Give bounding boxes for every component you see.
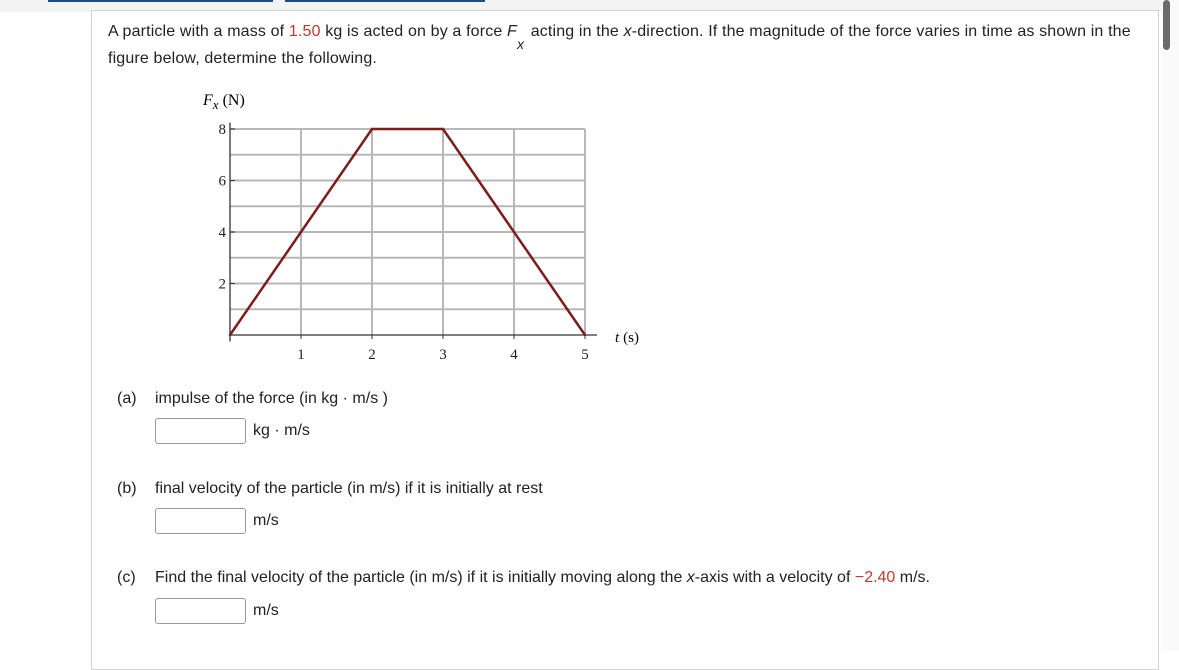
- x-tick-label: 2: [368, 347, 376, 363]
- y-tick-label: 6: [218, 173, 226, 190]
- part-c-answer-row: [155, 597, 279, 625]
- part-b-answer-row: [155, 507, 279, 535]
- part-label: (b): [117, 480, 137, 497]
- part-b-question: [117, 480, 543, 498]
- part-text: Find the final velocity of the particle (in m/s) if it is initially moving along the: [155, 569, 687, 586]
- part-text: m/s.: [895, 569, 930, 586]
- force-data-point: [584, 334, 586, 336]
- problem-statement: [108, 18, 1148, 72]
- part-text: -axis with a velocity of: [694, 569, 855, 586]
- force-data-point: [371, 128, 373, 130]
- x-axis-label: t (s): [615, 330, 639, 346]
- part-c-unit: m/s: [253, 602, 279, 619]
- part-text: impulse of the force (in kg · m/s ): [155, 390, 388, 407]
- part-label: (a): [117, 390, 137, 407]
- x-tick-label: 3: [439, 347, 447, 363]
- y-tick-label: 4: [218, 225, 226, 241]
- part-a-unit: kg · m/s: [253, 422, 310, 439]
- force-data-point: [229, 334, 231, 336]
- part-a-answer-input[interactable]: [155, 418, 246, 444]
- part-label: (c): [117, 569, 136, 586]
- part-c-answer-input[interactable]: [155, 598, 246, 624]
- part-b-answer-input[interactable]: [155, 508, 246, 534]
- force-time-chart: [185, 85, 655, 375]
- part-c-question: [117, 569, 930, 587]
- scrollbar-thumb[interactable]: [1163, 0, 1170, 50]
- force-subscript: x: [517, 36, 525, 52]
- problem-text: A particle with a mass of: [108, 23, 289, 40]
- x-tick-label: 4: [510, 347, 518, 363]
- y-tick-label: 8: [218, 122, 226, 138]
- y-axis-label: $F_x$ (N): [203, 92, 245, 112]
- part-text: final velocity of the particle (in m/s) if it is initially at rest: [155, 480, 543, 497]
- force-data-point: [442, 128, 444, 130]
- part-a-question: [117, 390, 388, 408]
- chart-grid: [230, 129, 585, 335]
- problem-text: -direction. If the magnitude of the force varies in time as shown in the figure below, determine the following.: [108, 23, 1131, 67]
- x-tick-label: 5: [581, 347, 589, 363]
- chart-ticks: [219, 122, 589, 363]
- x-symbol: x: [623, 23, 632, 40]
- part-b-unit: m/s: [253, 512, 279, 529]
- problem-text: kg is acted on by a force: [320, 23, 507, 40]
- force-symbol: F x: [507, 23, 517, 40]
- top-tab-indicator-2: [285, 0, 485, 2]
- scrollbar-track[interactable]: [1162, 0, 1179, 651]
- x-symbol: x: [686, 569, 695, 586]
- part-a-answer-row: [155, 417, 310, 445]
- y-tick-label: 2: [218, 276, 226, 293]
- problem-text: acting in the: [526, 23, 624, 40]
- top-tab-indicator: [48, 0, 273, 2]
- x-tick-label: 1: [297, 347, 305, 363]
- mass-value: 1.50: [288, 23, 321, 40]
- initial-velocity-value: −2.40: [854, 569, 896, 586]
